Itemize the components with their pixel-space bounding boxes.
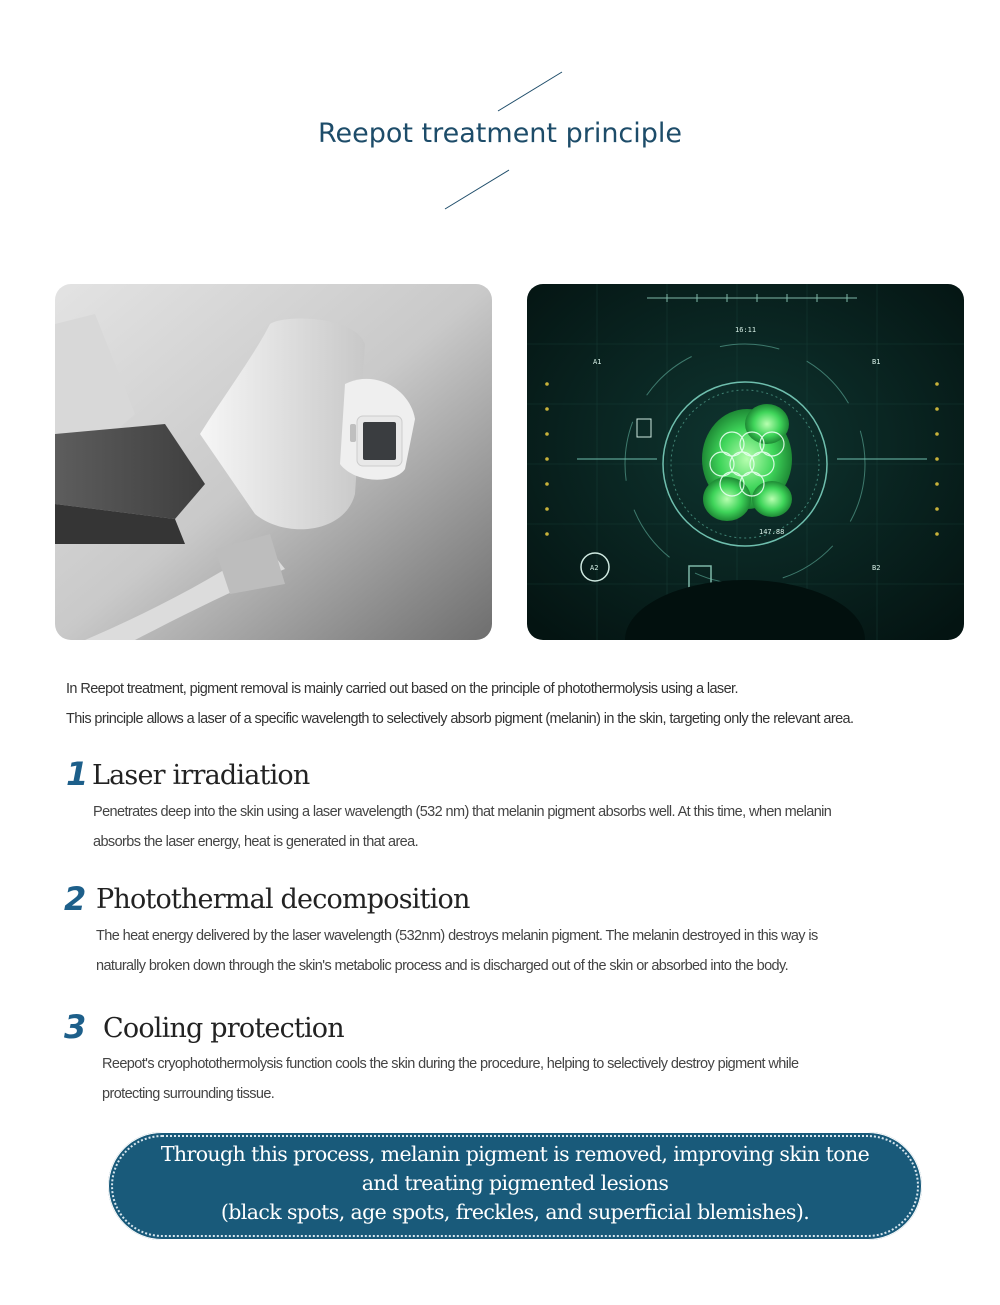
step-description xyxy=(102,1049,982,1109)
hud-readout-value: 147.88 xyxy=(759,528,785,536)
step-description-line-2: naturally broken down through the skin's metabolic process and is discharged out of the skin or absorbed into the body. xyxy=(96,958,788,974)
intro-line-2: This principle allows a laser of a specific wavelength to selectively absorb pigment (melanin) in the skin, targeting only the relevant area. xyxy=(66,711,854,727)
summary-banner xyxy=(108,1132,922,1240)
hud-time-label: 16:11 xyxy=(735,326,757,334)
step-description-line-1: Reepot's cryophotothermolysis function cools the skin during the procedure, helping to selectively destroy pigment while xyxy=(102,1056,799,1072)
step-heading: Laser irradiation xyxy=(92,760,310,791)
step-description-line-1: The heat energy delivered by the laser wavelength (532nm) destroys melanin pigment. The melanin destroyed in this way is xyxy=(96,928,818,944)
summary-line-1: Through this process, melanin pigment is removed, improving skin tone xyxy=(160,1142,870,1166)
reepot-device-handpiece-photo xyxy=(55,284,492,640)
summary-line-2: and treating pigmented lesions xyxy=(361,1171,669,1195)
step-description xyxy=(93,797,973,857)
step-description-line-2: protecting surrounding tissue. xyxy=(102,1086,275,1102)
step-number: 1 xyxy=(66,755,89,793)
intro-line-1: In Reepot treatment, pigment removal is mainly carried out based on the principle of photothermolysis using a laser. xyxy=(66,681,738,697)
step-heading: Photothermal decomposition xyxy=(96,884,470,915)
hud-label-b1: B1 xyxy=(872,358,881,366)
page-title: Reepot treatment principle xyxy=(317,118,683,149)
step-heading: Cooling protection xyxy=(103,1013,344,1044)
step-description xyxy=(96,921,976,981)
decor-line-top xyxy=(498,72,562,111)
hud-label-a1: A1 xyxy=(593,358,602,366)
hud-label-b2: B2 xyxy=(872,564,881,572)
step-number: 2 xyxy=(64,880,87,918)
hud-label-a2: A2 xyxy=(590,564,599,572)
laser-targeting-hud-scan-image xyxy=(527,284,964,640)
step-number: 3 xyxy=(64,1008,87,1046)
step-description-line-1: Penetrates deep into the skin using a laser wavelength (532 nm) that melanin pigment absorbs well. At this time, when melanin xyxy=(93,804,832,820)
summary-text xyxy=(108,1140,922,1227)
title-decoration xyxy=(0,0,1000,230)
intro-paragraph xyxy=(66,674,986,734)
summary-line-3: (black spots, age spots, freckles, and superficial blemishes). xyxy=(220,1200,810,1224)
step-description-line-2: absorbs the laser energy, heat is generated in that area. xyxy=(93,834,419,850)
decor-line-bottom xyxy=(445,170,509,209)
